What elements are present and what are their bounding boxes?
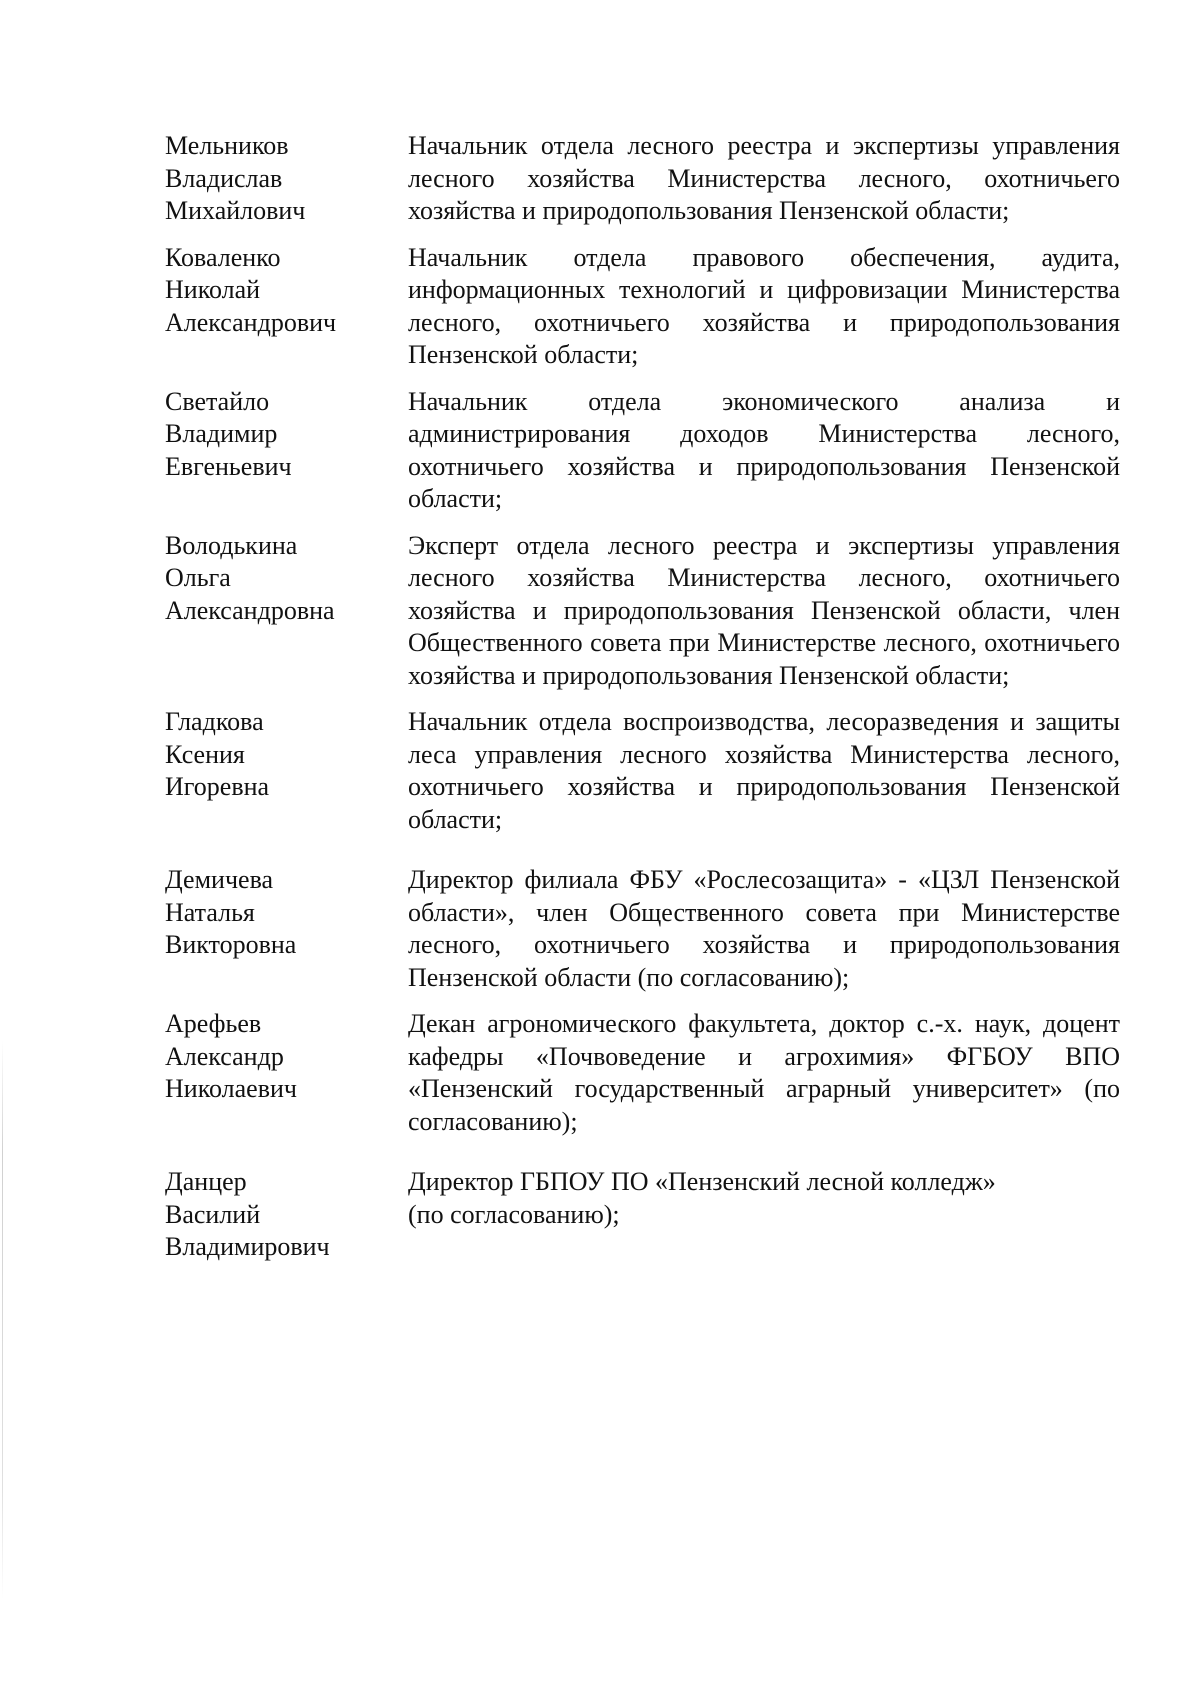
member-patronymic: Николаевич [165, 1074, 297, 1103]
member-patronymic: Александровна [165, 595, 335, 625]
member-entry [165, 130, 1120, 228]
member-name [165, 1008, 408, 1106]
member-name [165, 242, 408, 340]
member-entry [165, 242, 1120, 372]
member-name [165, 130, 408, 228]
member-entry [165, 706, 1120, 836]
member-first-name: Николай [165, 275, 261, 304]
member-first-name: Александр [165, 1041, 284, 1071]
member-patronymic: Евгеньевич [165, 451, 292, 481]
member-position-line: Директор ГБПОУ ПО «Пензенский лесной колледж» [408, 1167, 996, 1196]
member-name [165, 530, 408, 628]
member-patronymic: Владимирович [165, 1232, 330, 1261]
member-position: Директор филиала ФБУ «Рослесозащита» - «ЦЗЛ Пензенской области», член Общественного совета при Министерстве лесного, охотничьего хозяйства и природопользования Пензенской области (по согласованию); [408, 865, 1120, 992]
member-position: Начальник отдела лесного реестра и экспертизы управления лесного хозяйства Министерства лесного, охотничьего хозяйства и природопользования Пензенской области; [408, 131, 1120, 225]
member-surname: Володькина [165, 530, 298, 560]
member-entry [165, 864, 1120, 994]
member-entry [165, 1008, 1120, 1138]
member-surname: Арефьев [165, 1009, 262, 1038]
member-position-line: (по согласованию); [408, 1199, 620, 1229]
member-first-name: Василий [165, 1199, 261, 1229]
member-entry [165, 386, 1120, 516]
member-first-name: Владимир [165, 419, 278, 448]
member-surname: Демичева [165, 865, 274, 894]
scan-edge-shadow [2, 1040, 3, 1600]
member-patronymic: Игоревна [165, 772, 270, 801]
member-entry [165, 1166, 1120, 1264]
member-name [165, 386, 408, 484]
member-name [165, 706, 408, 804]
member-position [408, 1166, 1120, 1231]
member-position: Начальник отдела экономического анализа и администрирования доходов Министерства лесного, охотничьего хозяйства и природопользования Пензенской области; [408, 386, 1120, 513]
member-name [165, 1166, 408, 1264]
member-surname: Светайло [165, 386, 270, 416]
member-surname: Гладкова [165, 707, 264, 736]
member-first-name: Ксения [165, 739, 245, 769]
member-first-name: Наталья [165, 897, 255, 927]
members-list [165, 130, 1120, 1278]
member-position: Начальник отдела правового обеспечения, аудита, информационных технологий и цифровизации Министерства лесного, охотничьего хозяйства и природопользования Пензенской области; [408, 242, 1120, 369]
member-patronymic: Викторовна [165, 930, 297, 959]
member-surname: Мельников [165, 131, 289, 160]
member-name [165, 864, 408, 962]
member-patronymic: Александрович [165, 307, 337, 337]
member-position: Начальник отдела воспроизводства, лесоразведения и защиты леса управления лесного хозяйства Министерства лесного, охотничьего хозяйства и природопользования Пензенской области; [408, 707, 1120, 834]
member-position: Эксперт отдела лесного реестра и экспертизы управления лесного хозяйства Министерства лесного, охотничьего хозяйства и природопользования Пензенской области, член Общественного совета при Министерстве лесного, охотничьего хозяйства и природопользования Пензенской области; [408, 530, 1120, 690]
member-patronymic: Михайлович [165, 196, 306, 225]
member-first-name: Владислав [165, 163, 283, 193]
member-entry [165, 530, 1120, 693]
member-surname: Коваленко [165, 242, 281, 272]
member-position: Декан агрономического факультета, доктор с.-х. наук, доцент кафедры «Почвоведение и агрохимия» ФГБОУ ВПО «Пензенский государственный аграрный университет» (по согласованию); [408, 1009, 1120, 1136]
member-first-name: Ольга [165, 563, 231, 592]
member-surname: Данцер [165, 1167, 247, 1196]
